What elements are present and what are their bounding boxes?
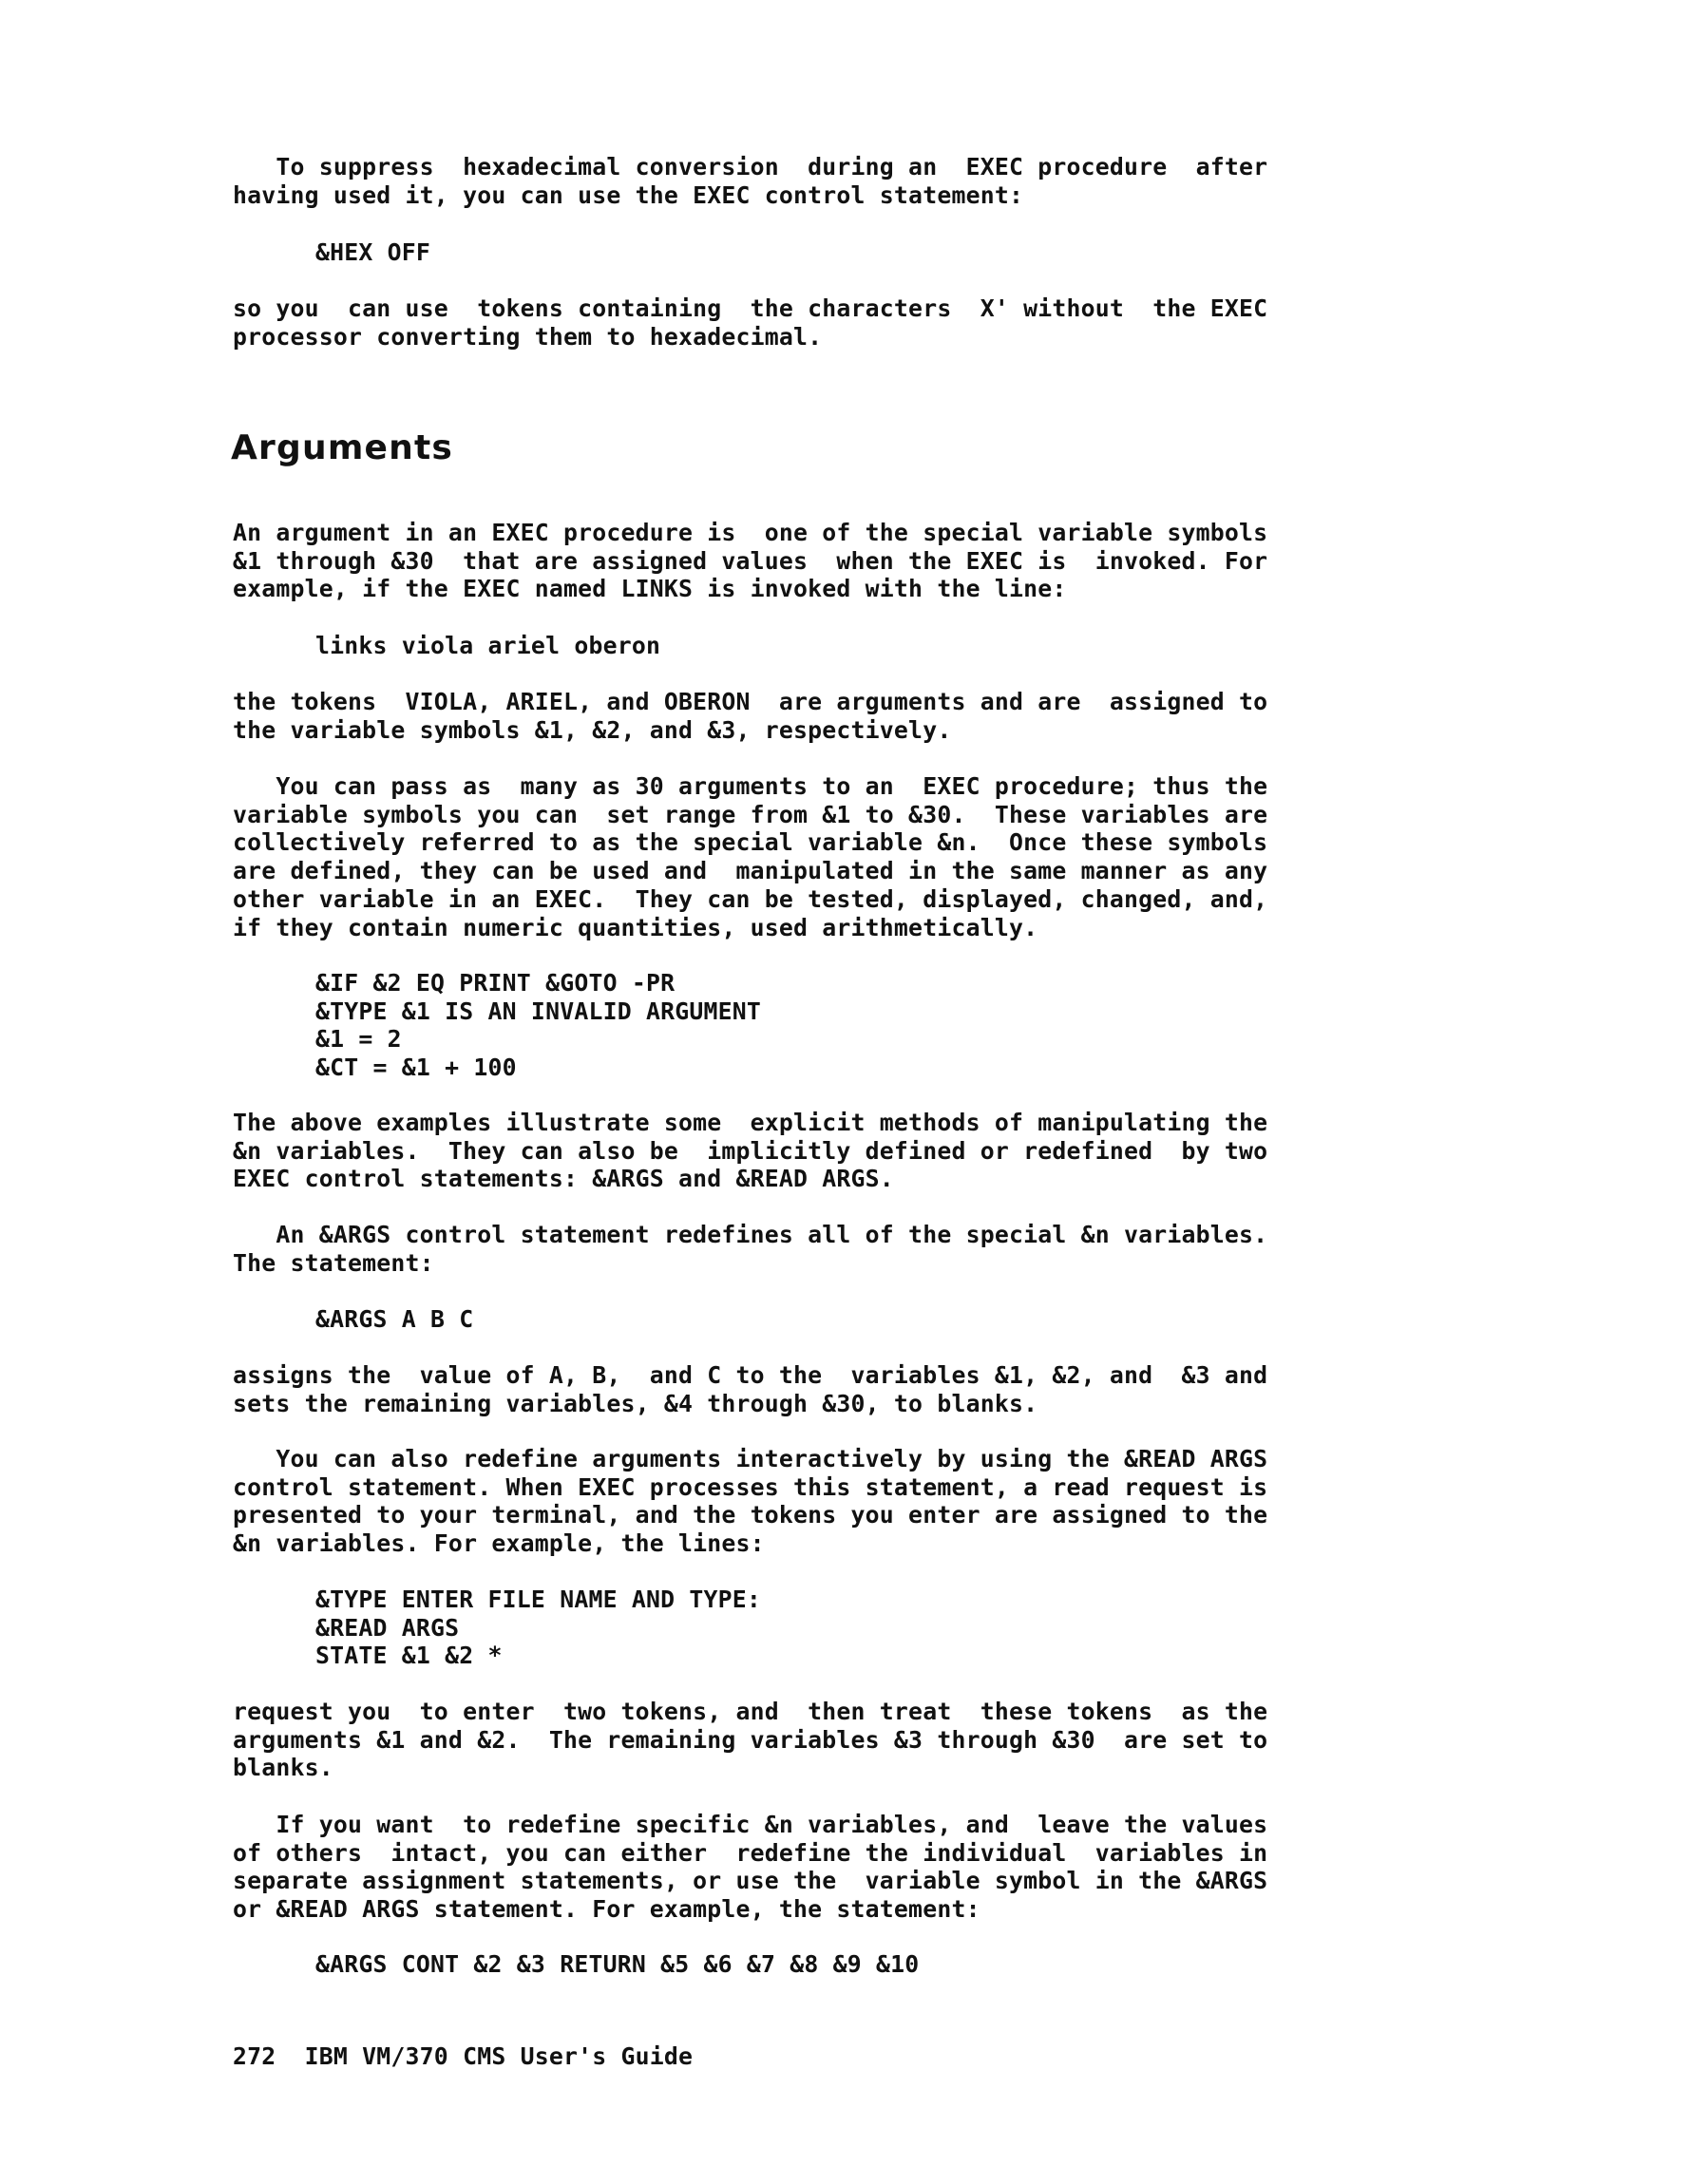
code-args-cont: &ARGS CONT &2 &3 RETURN &5 &6 &7 &8 &9 &10 [315, 1950, 920, 1978]
code-args-abc: &ARGS A B C [315, 1305, 474, 1333]
arguments-paragraph-6: assigns the value of A, B, and C to the variables &1, &2, and &3 and sets the remaining variables, &4 through &30, to blanks. [233, 1361, 1268, 1417]
arguments-paragraph-9: If you want to redefine specific &n variables, and leave the values of others intact, you can either redefine the individual variables in separate assignment statements, or use the variable symbol in the &ARGS or &READ ARGS statement. For example, the statement: [233, 1811, 1268, 1924]
arguments-paragraph-4: The above examples illustrate some explicit methods of manipulating the &n variables. They can also be implicitly defined or redefined by two EXEC control statements: &ARGS and &READ ARGS. [233, 1109, 1268, 1193]
arguments-paragraph-8: request you to enter two tokens, and then treat these tokens as the arguments &1 and &2. The remaining variables &3 through &30 are set to blanks. [233, 1698, 1268, 1782]
intro-paragraph: To suppress hexadecimal conversion during an EXEC procedure after having used it, you can use the EXEC control statement: [233, 153, 1268, 209]
intro-paragraph-after: so you can use tokens containing the characters X' without the EXEC processor converting them to hexadecimal. [233, 294, 1268, 351]
section-heading: Arguments [231, 428, 454, 467]
arguments-paragraph-1: An argument in an EXEC procedure is one of the special variable symbols &1 through &30 that are assigned values when the EXEC is invoked. For example, if the EXEC named LINKS is invoked with the line: [233, 519, 1268, 603]
arguments-paragraph-2: the tokens VIOLA, ARIEL, and OBERON are arguments and are assigned to the variable symbols &1, &2, and &3, respectively. [233, 688, 1268, 744]
code-examples: &IF &2 EQ PRINT &GOTO -PR &TYPE &1 IS AN INVALID ARGUMENT &1 = 2 &CT = &1 + 100 [315, 969, 761, 1082]
arguments-paragraph-3: You can pass as many as 30 arguments to an EXEC procedure; thus the variable symbols you can set range from &1 to &30. These variables are collectively referred to as the special variable &n. Once these symbols are defined, they can be used and manipulated in the same manner as any other variable in an EXEC. They can be tested, displayed, changed, and, if they contain numeric quantities, used arithmetically. [233, 772, 1268, 941]
code-links-line: links viola ariel oberon [315, 632, 661, 659]
code-hex-off: &HEX OFF [315, 238, 431, 266]
page-footer: 272 IBM VM/370 CMS User's Guide [233, 2042, 694, 2070]
code-read-args: &TYPE ENTER FILE NAME AND TYPE: &READ ARGS STATE &1 &2 * [315, 1586, 761, 1670]
arguments-paragraph-7: You can also redefine arguments interactively by using the &READ ARGS control statement. When EXEC processes this statement, a read request is presented to your terminal, and the tokens you enter are assigned to the &n variables. For example, the lines: [233, 1445, 1268, 1558]
arguments-paragraph-5: An &ARGS control statement redefines all of the special &n variables. The statement: [233, 1221, 1268, 1277]
